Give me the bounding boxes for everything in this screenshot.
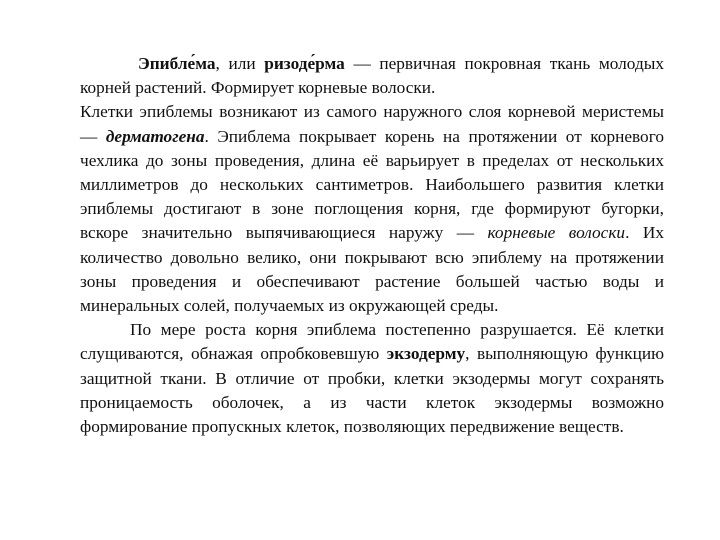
term-epiblema: Эпибле́ма (138, 54, 216, 73)
origin-text-3: . Их количество довольно велико, они покрывают всю эпиблему на протяжении зоны проведения и обеспечивают растение большей частью воды и минеральных солей, получаемых из окружающей среды. (80, 223, 664, 316)
document-page (80, 52, 664, 439)
paragraph-growth (80, 318, 664, 439)
definition-text: — первичная покровная ткань молодых корней растений. Формирует корневые волоски. (80, 54, 664, 98)
origin-text-2: . Эпиблема покрывает корень на протяжении от корневого чехлика до зоны проведения, длина её варьирует в пределах от нескольких миллиметров до нескольких сантиметров. Наибольшего развития клетки эпиблемы достигают в зоне поглощения корня, где формируют бугорки, вскоре значительно выпячивающиеся наружу — (80, 126, 664, 243)
term-exodermis: экзодерму (386, 344, 466, 364)
term-dermatogen: дерматогена (105, 126, 205, 146)
paragraph-definition (80, 52, 664, 100)
origin-text: Клетки эпиблемы возникают из самого наружного слоя корневой меристемы — (80, 102, 664, 146)
term-root-hairs: корневые волоски (487, 223, 626, 243)
text-or: , или (215, 54, 265, 73)
growth-text-2: , выполняющую функцию защитной ткани. В отличие от пробки, клетки экзодермы могут сохранять проницаемость оболочек, а из части клеток экзодермы возможно формирование пропускных клеток, позволяющих передвижение веществ. (80, 344, 664, 437)
paragraph-origin (80, 100, 664, 318)
growth-text: По мере роста корня эпиблема постепенно разрушается. Её клетки слущиваются, обнажая опробковевшую (80, 320, 664, 364)
term-rizoderma: ризоде́рма (264, 54, 345, 73)
